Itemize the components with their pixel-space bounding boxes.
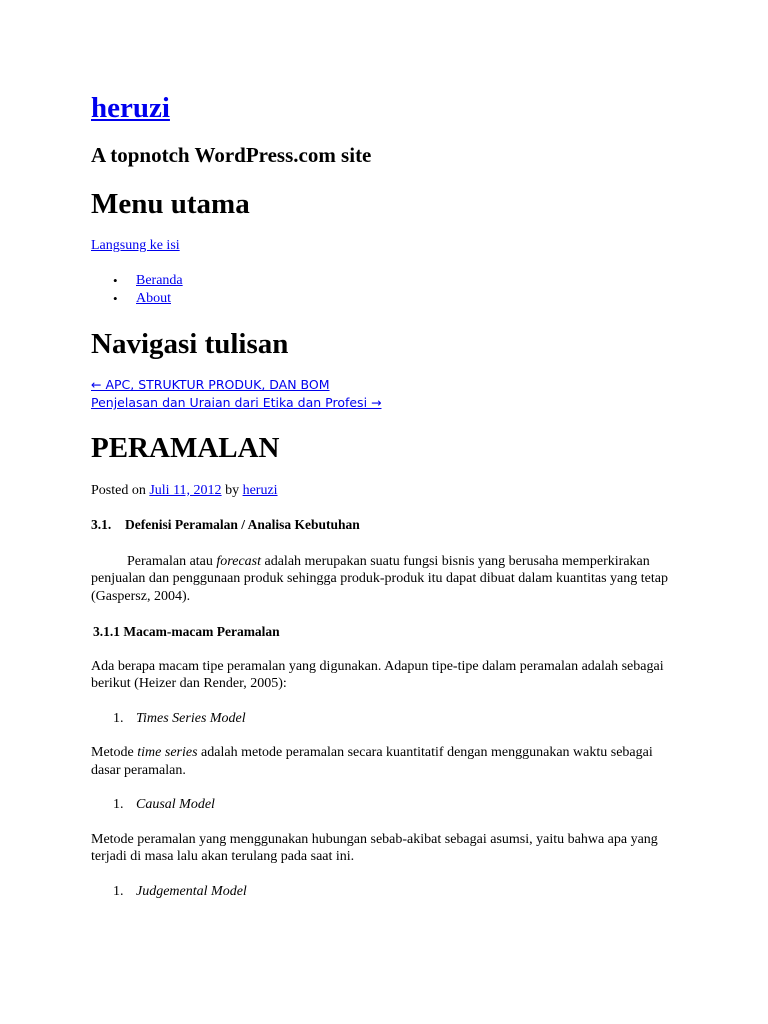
list-item-title: Times Series Model bbox=[136, 710, 246, 726]
desc-emphasis: time series bbox=[137, 745, 198, 760]
nav-next bbox=[91, 394, 382, 412]
post-meta bbox=[91, 482, 278, 500]
skip-to-content-link[interactable]: Langsung ke isi bbox=[91, 238, 180, 253]
post-content bbox=[91, 516, 681, 900]
menu-heading: Menu utama bbox=[91, 188, 250, 220]
post-navigation-heading: Navigasi tulisan bbox=[91, 328, 289, 360]
list-number: 1. bbox=[113, 883, 124, 899]
main-menu bbox=[91, 272, 183, 307]
types-intro-paragraph: Ada berapa macam tipe peramalan yang digunakan. Adapun tipe-tipe dalam peramalan adalah sebagai berikut (Heizer dan Render, 2005): bbox=[91, 658, 664, 691]
post-navigation bbox=[91, 376, 382, 412]
bullet-icon: • bbox=[113, 290, 118, 306]
section-heading bbox=[91, 516, 681, 534]
nav-previous bbox=[91, 376, 382, 394]
list-item-title: Judgemental Model bbox=[136, 883, 247, 899]
posted-on-label: Posted on bbox=[91, 483, 146, 498]
section-title: Defenisi Peramalan / Analisa Kebutuhan bbox=[125, 517, 360, 532]
menu-item-about bbox=[91, 290, 183, 308]
bullet-icon: • bbox=[113, 273, 118, 288]
skip-link-wrapper bbox=[91, 237, 180, 255]
post-date-link[interactable]: Juli 11, 2012 bbox=[149, 483, 222, 498]
site-title bbox=[91, 88, 170, 128]
list-number: 1. bbox=[113, 797, 124, 812]
menu-link-about[interactable]: About bbox=[136, 290, 171, 306]
desc-text-after: adalah metode peramalan secara kuantitatif dengan menggunakan waktu sebagai dasar peramalan. bbox=[91, 745, 653, 778]
author-link[interactable]: heruzi bbox=[242, 483, 278, 498]
intro-paragraph bbox=[91, 553, 681, 606]
post-title: PERAMALAN bbox=[91, 432, 280, 464]
intro-text-after: adalah merupakan suatu fungsi bisnis yang berusaha memperkirakan penjualan dan penggunaan produk sehingga produk-produk itu dapat dibuat dalam kuantitas yang tetap (Gaspersz, 2004). bbox=[91, 553, 668, 604]
previous-post-link[interactable]: ← APC, STRUKTUR PRODUK, DAN BOM bbox=[91, 377, 330, 392]
intro-text-before: Peramalan atau bbox=[127, 553, 217, 569]
list-item-title: Causal Model bbox=[136, 797, 215, 812]
list-item bbox=[91, 710, 681, 728]
site-description: A topnotch WordPress.com site bbox=[91, 143, 372, 167]
model2-description: Metode peramalan yang menggunakan hubungan sebab-akibat sebagai asumsi, yaitu bahwa apa yang terjadi di masa lalu akan terulang pada saat ini. bbox=[91, 831, 658, 864]
list-item bbox=[91, 796, 681, 814]
intro-emphasis: forecast bbox=[216, 553, 261, 569]
site-title-link[interactable]: heruzi bbox=[91, 92, 170, 124]
section-number: 3.1. bbox=[91, 517, 112, 532]
by-label: by bbox=[225, 483, 240, 498]
model1-description bbox=[91, 744, 681, 779]
list-item bbox=[91, 883, 681, 901]
list-number: 1. bbox=[113, 710, 124, 726]
next-post-link[interactable]: Penjelasan dan Uraian dari Etika dan Profesi → bbox=[91, 395, 382, 410]
desc-text-before: Metode bbox=[91, 745, 138, 760]
menu-link-beranda[interactable]: Beranda bbox=[136, 273, 183, 288]
subsection-heading: 3.1.1 Macam-macam Peramalan bbox=[93, 624, 280, 639]
menu-item-beranda bbox=[91, 272, 183, 290]
